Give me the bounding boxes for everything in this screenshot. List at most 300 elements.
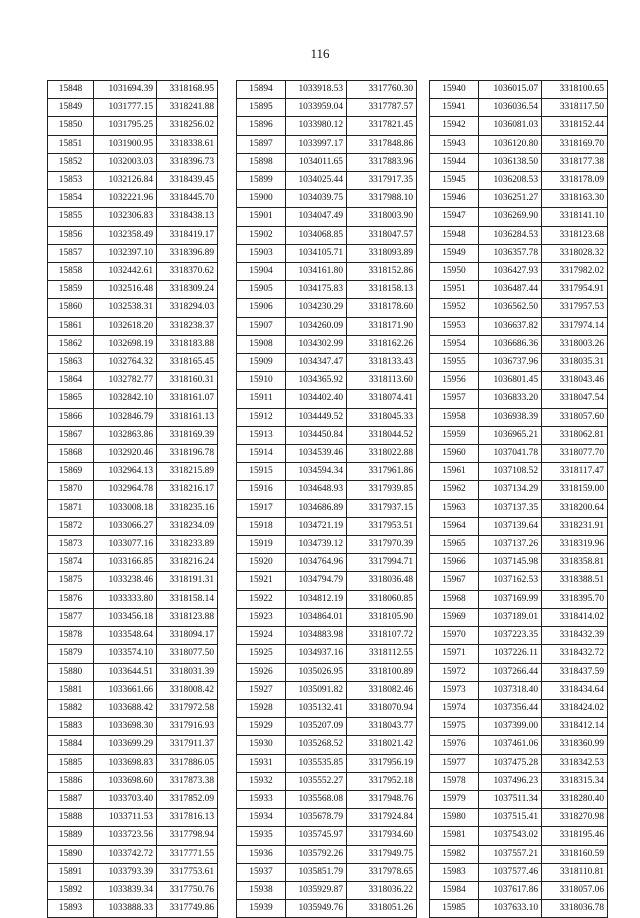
point-id-cell: 15962 (430, 481, 479, 499)
y-coordinate-cell: 3318445.70 (157, 190, 218, 208)
point-id-cell: 15909 (237, 354, 286, 372)
point-id-cell: 15951 (430, 281, 479, 299)
table-row (48, 809, 218, 827)
table-row (237, 153, 417, 171)
point-id-cell: 15900 (237, 190, 286, 208)
y-coordinate-cell: 3317916.93 (157, 718, 218, 736)
x-coordinate-cell: 1032964.13 (94, 463, 157, 481)
point-id-cell: 15950 (430, 263, 479, 281)
x-coordinate-cell: 1037108.52 (479, 463, 542, 481)
table-row (430, 281, 608, 299)
table-row (430, 135, 608, 153)
y-coordinate-cell: 3317952.18 (347, 772, 417, 790)
table-row (430, 517, 608, 535)
y-coordinate-cell: 3318215.89 (157, 463, 218, 481)
point-id-cell: 15972 (430, 663, 479, 681)
point-id-cell: 15853 (48, 172, 94, 190)
y-coordinate-cell: 3318021.42 (347, 736, 417, 754)
x-coordinate-cell: 1033548.64 (94, 627, 157, 645)
y-coordinate-cell: 3318158.13 (347, 281, 417, 299)
y-coordinate-cell: 3318100.65 (542, 81, 608, 99)
table-row (237, 790, 417, 808)
point-id-cell: 15973 (430, 681, 479, 699)
x-coordinate-cell: 1033703.40 (94, 790, 157, 808)
table-row (48, 536, 218, 554)
y-coordinate-cell: 3318003.26 (542, 335, 608, 353)
x-coordinate-cell: 1037399.00 (479, 718, 542, 736)
x-coordinate-cell: 1037577.46 (479, 863, 542, 881)
point-id-cell: 15861 (48, 317, 94, 335)
table-row (48, 663, 218, 681)
x-coordinate-cell: 1035268.52 (286, 736, 347, 754)
point-id-cell: 15919 (237, 536, 286, 554)
table-row (430, 718, 608, 736)
y-coordinate-cell: 3318117.47 (542, 463, 608, 481)
table-row (430, 208, 608, 226)
table-row (237, 590, 417, 608)
y-coordinate-cell: 3317787.57 (347, 99, 417, 117)
x-coordinate-cell: 1033008.18 (94, 499, 157, 517)
y-coordinate-cell: 3318168.95 (157, 81, 218, 99)
y-coordinate-cell: 3317852.09 (157, 790, 218, 808)
table-row (430, 226, 608, 244)
coordinate-table-2 (236, 80, 417, 918)
x-coordinate-cell: 1034539.46 (286, 445, 347, 463)
table-row (237, 772, 417, 790)
point-id-cell: 15903 (237, 244, 286, 262)
table-row (237, 681, 417, 699)
table-row (48, 153, 218, 171)
y-coordinate-cell: 3317956.19 (347, 754, 417, 772)
point-id-cell: 15851 (48, 135, 94, 153)
y-coordinate-cell: 3318419.17 (157, 226, 218, 244)
table-row (430, 244, 608, 262)
point-id-cell: 15932 (237, 772, 286, 790)
coordinate-table-3 (429, 80, 608, 918)
x-coordinate-cell: 1034039.75 (286, 190, 347, 208)
point-id-cell: 15947 (430, 208, 479, 226)
point-id-cell: 15872 (48, 517, 94, 535)
y-coordinate-cell: 3317972.58 (157, 699, 218, 717)
point-id-cell: 15877 (48, 608, 94, 626)
x-coordinate-cell: 1033839.34 (94, 881, 157, 899)
x-coordinate-cell: 1033997.17 (286, 135, 347, 153)
point-id-cell: 15949 (430, 244, 479, 262)
table-row (237, 299, 417, 317)
y-coordinate-cell: 3318177.38 (542, 153, 608, 171)
point-id-cell: 15974 (430, 699, 479, 717)
point-id-cell: 15856 (48, 226, 94, 244)
y-coordinate-cell: 3318152.44 (542, 117, 608, 135)
x-coordinate-cell: 1033166.85 (94, 554, 157, 572)
point-id-cell: 15946 (430, 190, 479, 208)
y-coordinate-cell: 3318060.85 (347, 590, 417, 608)
y-coordinate-cell: 3318216.17 (157, 481, 218, 499)
x-coordinate-cell: 1035535.85 (286, 754, 347, 772)
table-row (48, 772, 218, 790)
y-coordinate-cell: 3318178.09 (542, 172, 608, 190)
coordinate-table-1 (47, 80, 218, 918)
x-coordinate-cell: 1034011.65 (286, 153, 347, 171)
x-coordinate-cell: 1032442.61 (94, 263, 157, 281)
point-id-cell: 15982 (430, 845, 479, 863)
y-coordinate-cell: 3318043.77 (347, 718, 417, 736)
y-coordinate-cell: 3317994.71 (347, 554, 417, 572)
x-coordinate-cell: 1034794.79 (286, 572, 347, 590)
y-coordinate-cell: 3318280.40 (542, 790, 608, 808)
point-id-cell: 15892 (48, 881, 94, 899)
x-coordinate-cell: 1036686.36 (479, 335, 542, 353)
x-coordinate-cell: 1034047.49 (286, 208, 347, 226)
table-row (48, 827, 218, 845)
table-row (48, 481, 218, 499)
x-coordinate-cell: 1037139.64 (479, 517, 542, 535)
x-coordinate-cell: 1037318.40 (479, 681, 542, 699)
y-coordinate-cell: 3317953.51 (347, 517, 417, 535)
point-id-cell: 15929 (237, 718, 286, 736)
y-coordinate-cell: 3318360.99 (542, 736, 608, 754)
point-id-cell: 15882 (48, 699, 94, 717)
table-row (430, 445, 608, 463)
y-coordinate-cell: 3318051.26 (347, 900, 417, 918)
y-coordinate-cell: 3317934.60 (347, 827, 417, 845)
table-row (48, 499, 218, 517)
point-id-cell: 15889 (48, 827, 94, 845)
point-id-cell: 15870 (48, 481, 94, 499)
table-row (237, 517, 417, 535)
point-id-cell: 15863 (48, 354, 94, 372)
y-coordinate-cell: 3317873.38 (157, 772, 218, 790)
point-id-cell: 15917 (237, 499, 286, 517)
y-coordinate-cell: 3318062.81 (542, 426, 608, 444)
x-coordinate-cell: 1032920.46 (94, 445, 157, 463)
table-row (237, 99, 417, 117)
table-row (430, 699, 608, 717)
point-id-cell: 15876 (48, 590, 94, 608)
point-id-cell: 15864 (48, 372, 94, 390)
table-row (430, 790, 608, 808)
x-coordinate-cell: 1037496.23 (479, 772, 542, 790)
table-row (237, 754, 417, 772)
x-coordinate-cell: 1037189.01 (479, 608, 542, 626)
point-id-cell: 15939 (237, 900, 286, 918)
x-coordinate-cell: 1033698.83 (94, 754, 157, 772)
x-coordinate-cell: 1035949.76 (286, 900, 347, 918)
point-id-cell: 15880 (48, 663, 94, 681)
x-coordinate-cell: 1032126.84 (94, 172, 157, 190)
point-id-cell: 15852 (48, 153, 94, 171)
point-id-cell: 15967 (430, 572, 479, 590)
table-row (48, 572, 218, 590)
x-coordinate-cell: 1037226.11 (479, 645, 542, 663)
point-id-cell: 15938 (237, 881, 286, 899)
y-coordinate-cell: 3317974.14 (542, 317, 608, 335)
page-number: 116 (310, 46, 330, 61)
point-id-cell: 15935 (237, 827, 286, 845)
y-coordinate-cell: 3318438.13 (157, 208, 218, 226)
table-row (48, 754, 218, 772)
point-id-cell: 15906 (237, 299, 286, 317)
x-coordinate-cell: 1037543.02 (479, 827, 542, 845)
table-row (48, 372, 218, 390)
y-coordinate-cell: 3318047.54 (542, 390, 608, 408)
point-id-cell: 15944 (430, 153, 479, 171)
point-id-cell: 15868 (48, 445, 94, 463)
point-id-cell: 15865 (48, 390, 94, 408)
table-row (430, 809, 608, 827)
point-id-cell: 15875 (48, 572, 94, 590)
x-coordinate-cell: 1034302.99 (286, 335, 347, 353)
point-id-cell: 15936 (237, 845, 286, 863)
y-coordinate-cell: 3318074.41 (347, 390, 417, 408)
table-row (237, 663, 417, 681)
table-row (48, 317, 218, 335)
point-id-cell: 15896 (237, 117, 286, 135)
point-id-cell: 15859 (48, 281, 94, 299)
table-row (237, 244, 417, 262)
point-id-cell: 15907 (237, 317, 286, 335)
table-row (237, 572, 417, 590)
point-id-cell: 15960 (430, 445, 479, 463)
x-coordinate-cell: 1033723.56 (94, 827, 157, 845)
x-coordinate-cell: 1036208.53 (479, 172, 542, 190)
y-coordinate-cell: 3318070.94 (347, 699, 417, 717)
y-coordinate-cell: 3317978.65 (347, 863, 417, 881)
table-row (430, 608, 608, 626)
y-coordinate-cell: 3318057.06 (542, 881, 608, 899)
y-coordinate-cell: 3318141.10 (542, 208, 608, 226)
point-id-cell: 15871 (48, 499, 94, 517)
y-coordinate-cell: 3318432.72 (542, 645, 608, 663)
x-coordinate-cell: 1036120.80 (479, 135, 542, 153)
point-id-cell: 15952 (430, 299, 479, 317)
y-coordinate-cell: 3317911.37 (157, 736, 218, 754)
x-coordinate-cell: 1035792.26 (286, 845, 347, 863)
y-coordinate-cell: 3318044.52 (347, 426, 417, 444)
x-coordinate-cell: 1037145.98 (479, 554, 542, 572)
point-id-cell: 15927 (237, 681, 286, 699)
point-id-cell: 15963 (430, 499, 479, 517)
x-coordinate-cell: 1033574.10 (94, 645, 157, 663)
x-coordinate-cell: 1037169.99 (479, 590, 542, 608)
y-coordinate-cell: 3317798.94 (157, 827, 218, 845)
point-id-cell: 15958 (430, 408, 479, 426)
table-row (237, 226, 417, 244)
x-coordinate-cell: 1036833.20 (479, 390, 542, 408)
x-coordinate-cell: 1036269.90 (479, 208, 542, 226)
table-row (237, 699, 417, 717)
y-coordinate-cell: 3318432.39 (542, 627, 608, 645)
table-row (48, 681, 218, 699)
x-coordinate-cell: 1037633.10 (479, 900, 542, 918)
y-coordinate-cell: 3318412.14 (542, 718, 608, 736)
x-coordinate-cell: 1037475.28 (479, 754, 542, 772)
table-row (237, 827, 417, 845)
x-coordinate-cell: 1033333.80 (94, 590, 157, 608)
table-row (48, 426, 218, 444)
point-id-cell: 15887 (48, 790, 94, 808)
y-coordinate-cell: 3318270.98 (542, 809, 608, 827)
y-coordinate-cell: 3318191.31 (157, 572, 218, 590)
x-coordinate-cell: 1033699.29 (94, 736, 157, 754)
table-row (237, 208, 417, 226)
x-coordinate-cell: 1036251.27 (479, 190, 542, 208)
x-coordinate-cell: 1034739.12 (286, 536, 347, 554)
x-coordinate-cell: 1036427.93 (479, 263, 542, 281)
table-row (48, 590, 218, 608)
table-row (237, 408, 417, 426)
table-row (430, 845, 608, 863)
y-coordinate-cell: 3317988.10 (347, 190, 417, 208)
point-id-cell: 15937 (237, 863, 286, 881)
y-coordinate-cell: 3317749.86 (157, 900, 218, 918)
x-coordinate-cell: 1037356.44 (479, 699, 542, 717)
point-id-cell: 15981 (430, 827, 479, 845)
y-coordinate-cell: 3318003.90 (347, 208, 417, 226)
x-coordinate-cell: 1036637.82 (479, 317, 542, 335)
point-id-cell: 15976 (430, 736, 479, 754)
table-row (48, 354, 218, 372)
x-coordinate-cell: 1034450.84 (286, 426, 347, 444)
point-id-cell: 15933 (237, 790, 286, 808)
y-coordinate-cell: 3317821.45 (347, 117, 417, 135)
point-id-cell: 15968 (430, 590, 479, 608)
x-coordinate-cell: 1035026.95 (286, 663, 347, 681)
y-coordinate-cell: 3318043.46 (542, 372, 608, 390)
y-coordinate-cell: 3318161.13 (157, 408, 218, 426)
table-row (48, 208, 218, 226)
point-id-cell: 15977 (430, 754, 479, 772)
point-id-cell: 15873 (48, 536, 94, 554)
table-row (48, 900, 218, 918)
x-coordinate-cell: 1031795.25 (94, 117, 157, 135)
y-coordinate-cell: 3318234.09 (157, 517, 218, 535)
x-coordinate-cell: 1034161.80 (286, 263, 347, 281)
table-row (237, 481, 417, 499)
x-coordinate-cell: 1032516.48 (94, 281, 157, 299)
table-row (48, 190, 218, 208)
y-coordinate-cell: 3318160.31 (157, 372, 218, 390)
table-row (430, 172, 608, 190)
y-coordinate-cell: 3318163.30 (542, 190, 608, 208)
x-coordinate-cell: 1035207.09 (286, 718, 347, 736)
y-coordinate-cell: 3317961.86 (347, 463, 417, 481)
x-coordinate-cell: 1037461.06 (479, 736, 542, 754)
table-row (430, 827, 608, 845)
table-row (237, 718, 417, 736)
table-row (48, 845, 218, 863)
point-id-cell: 15848 (48, 81, 94, 99)
y-coordinate-cell: 3318309.24 (157, 281, 218, 299)
table-row (48, 463, 218, 481)
table-row (430, 426, 608, 444)
table-row (48, 699, 218, 717)
x-coordinate-cell: 1035851.79 (286, 863, 347, 881)
table-row (237, 463, 417, 481)
point-id-cell: 15980 (430, 809, 479, 827)
point-id-cell: 15899 (237, 172, 286, 190)
x-coordinate-cell: 1034175.83 (286, 281, 347, 299)
x-coordinate-cell: 1033688.42 (94, 699, 157, 717)
table-row (430, 190, 608, 208)
x-coordinate-cell: 1032863.86 (94, 426, 157, 444)
point-id-cell: 15918 (237, 517, 286, 535)
point-id-cell: 15979 (430, 790, 479, 808)
y-coordinate-cell: 3318195.46 (542, 827, 608, 845)
x-coordinate-cell: 1037617.86 (479, 881, 542, 899)
x-coordinate-cell: 1037137.35 (479, 499, 542, 517)
y-coordinate-cell: 3318395.70 (542, 590, 608, 608)
x-coordinate-cell: 1036487.44 (479, 281, 542, 299)
x-coordinate-cell: 1032846.79 (94, 408, 157, 426)
y-coordinate-cell: 3318036.78 (542, 900, 608, 918)
y-coordinate-cell: 3317970.39 (347, 536, 417, 554)
table-row (430, 863, 608, 881)
table-row (430, 463, 608, 481)
table-row (237, 317, 417, 335)
table-row (48, 135, 218, 153)
point-id-cell: 15924 (237, 627, 286, 645)
y-coordinate-cell: 3318169.70 (542, 135, 608, 153)
y-coordinate-cell: 3318036.22 (347, 881, 417, 899)
point-id-cell: 15984 (430, 881, 479, 899)
point-id-cell: 15945 (430, 172, 479, 190)
point-id-cell: 15883 (48, 718, 94, 736)
table-row (237, 263, 417, 281)
table-row (237, 390, 417, 408)
point-id-cell: 15916 (237, 481, 286, 499)
point-id-cell: 15901 (237, 208, 286, 226)
x-coordinate-cell: 1033077.16 (94, 536, 157, 554)
x-coordinate-cell: 1037162.53 (479, 572, 542, 590)
table-row (237, 354, 417, 372)
table-row (237, 190, 417, 208)
table-row (430, 754, 608, 772)
x-coordinate-cell: 1033742.72 (94, 845, 157, 863)
table-row (48, 736, 218, 754)
table-row (48, 627, 218, 645)
point-id-cell: 15965 (430, 536, 479, 554)
x-coordinate-cell: 1031694.39 (94, 81, 157, 99)
table-row (48, 335, 218, 353)
point-id-cell: 15898 (237, 153, 286, 171)
point-id-cell: 15879 (48, 645, 94, 663)
x-coordinate-cell: 1033456.18 (94, 608, 157, 626)
table-row (48, 117, 218, 135)
x-coordinate-cell: 1032221.96 (94, 190, 157, 208)
table-row (430, 499, 608, 517)
table-row (430, 627, 608, 645)
y-coordinate-cell: 3318094.17 (157, 627, 218, 645)
x-coordinate-cell: 1037134.29 (479, 481, 542, 499)
table-row (430, 645, 608, 663)
point-id-cell: 15970 (430, 627, 479, 645)
y-coordinate-cell: 3318112.55 (347, 645, 417, 663)
x-coordinate-cell: 1034812.19 (286, 590, 347, 608)
y-coordinate-cell: 3318152.86 (347, 263, 417, 281)
table-row (430, 263, 608, 281)
table-row (48, 863, 218, 881)
x-coordinate-cell: 1036737.96 (479, 354, 542, 372)
y-coordinate-cell: 3318437.59 (542, 663, 608, 681)
table-row (237, 426, 417, 444)
x-coordinate-cell: 1035929.87 (286, 881, 347, 899)
table-row (237, 845, 417, 863)
x-coordinate-cell: 1036036.54 (479, 99, 542, 117)
y-coordinate-cell: 3318171.90 (347, 317, 417, 335)
x-coordinate-cell: 1033661.66 (94, 681, 157, 699)
table-row (48, 790, 218, 808)
